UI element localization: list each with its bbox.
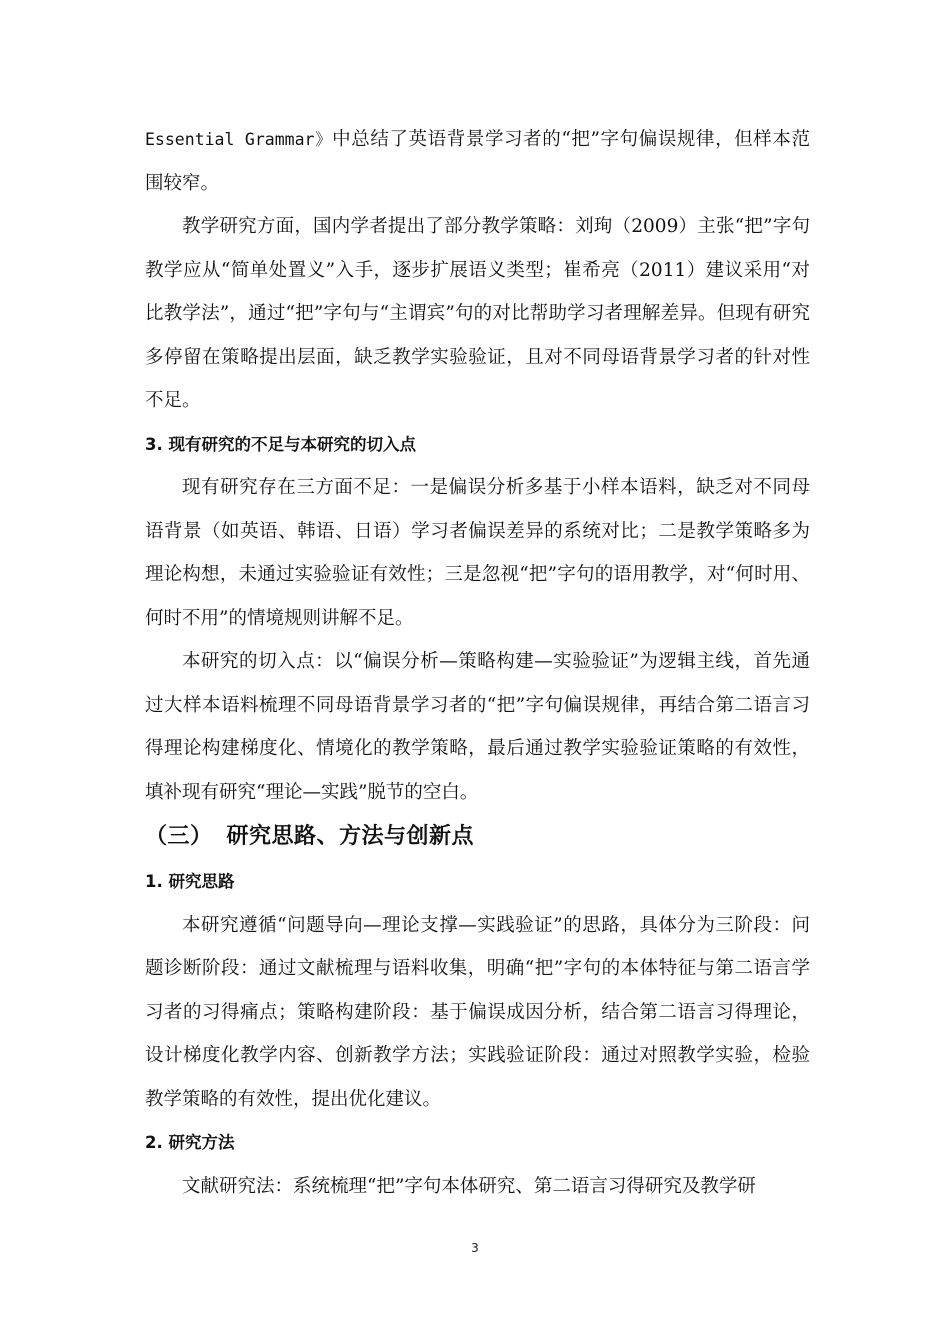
book-title-fragment: Essential Grammar》 bbox=[145, 130, 333, 149]
subheading-research-gaps: 3. 现有研究的不足与本研究的切入点 bbox=[145, 434, 416, 454]
paragraph-research-methods: 文献研究法：系统梳理“把”字句本体研究、第二语言习得研究及教学研 bbox=[182, 1175, 756, 1197]
paragraph-continuation-text: 中总结了英语背景学习者的“把”字句偏误规律，但样本范围较窄。 bbox=[145, 129, 810, 194]
section-heading bbox=[145, 814, 810, 860]
paragraph-research-approach: 本研究遵循“问题导向—理论支撑—实践验证”的思路，具体分为三阶段：问题诊断阶段：通过文献梳理与语料收集，明确“把”字句的本体特征与第二语言学习者的习得痛点；策略构建阶段：基于偏误成因分析，结合第二语言习得理论，设计梯度化教学内容、创新教学方法；实践验证阶段：通过对照教学实验，检验教学策略的有效性，提出优化建议。 bbox=[145, 914, 810, 1110]
paragraph-entry-point: 本研究的切入点：以“偏误分析—策略构建—实验验证”为逻辑主线，首先通过大样本语料梳理不同母语背景学习者的“把”字句偏误规律，再结合第二语言习得理论构建梯度化、情境化的教学策略，最后通过教学实验验证策略的有效性，填补现有研究“理论—实践”脱节的空白。 bbox=[145, 651, 810, 803]
page-content bbox=[145, 118, 810, 1208]
subheading-research-approach: 1. 研究思路 bbox=[145, 872, 235, 891]
paragraph-continuation bbox=[145, 118, 810, 205]
subheading-research-methods: 2. 研究方法 bbox=[145, 1133, 235, 1152]
paragraph-teaching-research: 教学研究方面，国内学者提出了部分教学策略：刘珣（2009）主张“把”字句教学应从“简单处置义”入手，逐步扩展语义类型；崔希亮（2011）建议采用“对比教学法”，通过“把”字句与“主谓宾”句的对比帮助学习者理解差异。但现有研究多停留在策略提出层面，缺乏教学实验验证，且对不同母语背景学习者的针对性不足。 bbox=[145, 216, 810, 411]
section-title: 研究思路、方法与创新点 bbox=[226, 824, 475, 849]
page-number: 3 bbox=[471, 1241, 479, 1255]
paragraph-research-gaps: 现有研究存在三方面不足：一是偏误分析多基于小样本语料，缺乏对不同母语背景（如英语、韩语、日语）学习者偏误差异的系统对比；二是教学策略多为理论构想，未通过实验验证有效性；三是忽视“把”字句的语用教学，对“何时用、何时不用”的情境规则讲解不足。 bbox=[145, 477, 810, 629]
section-number: （三） bbox=[145, 824, 213, 849]
